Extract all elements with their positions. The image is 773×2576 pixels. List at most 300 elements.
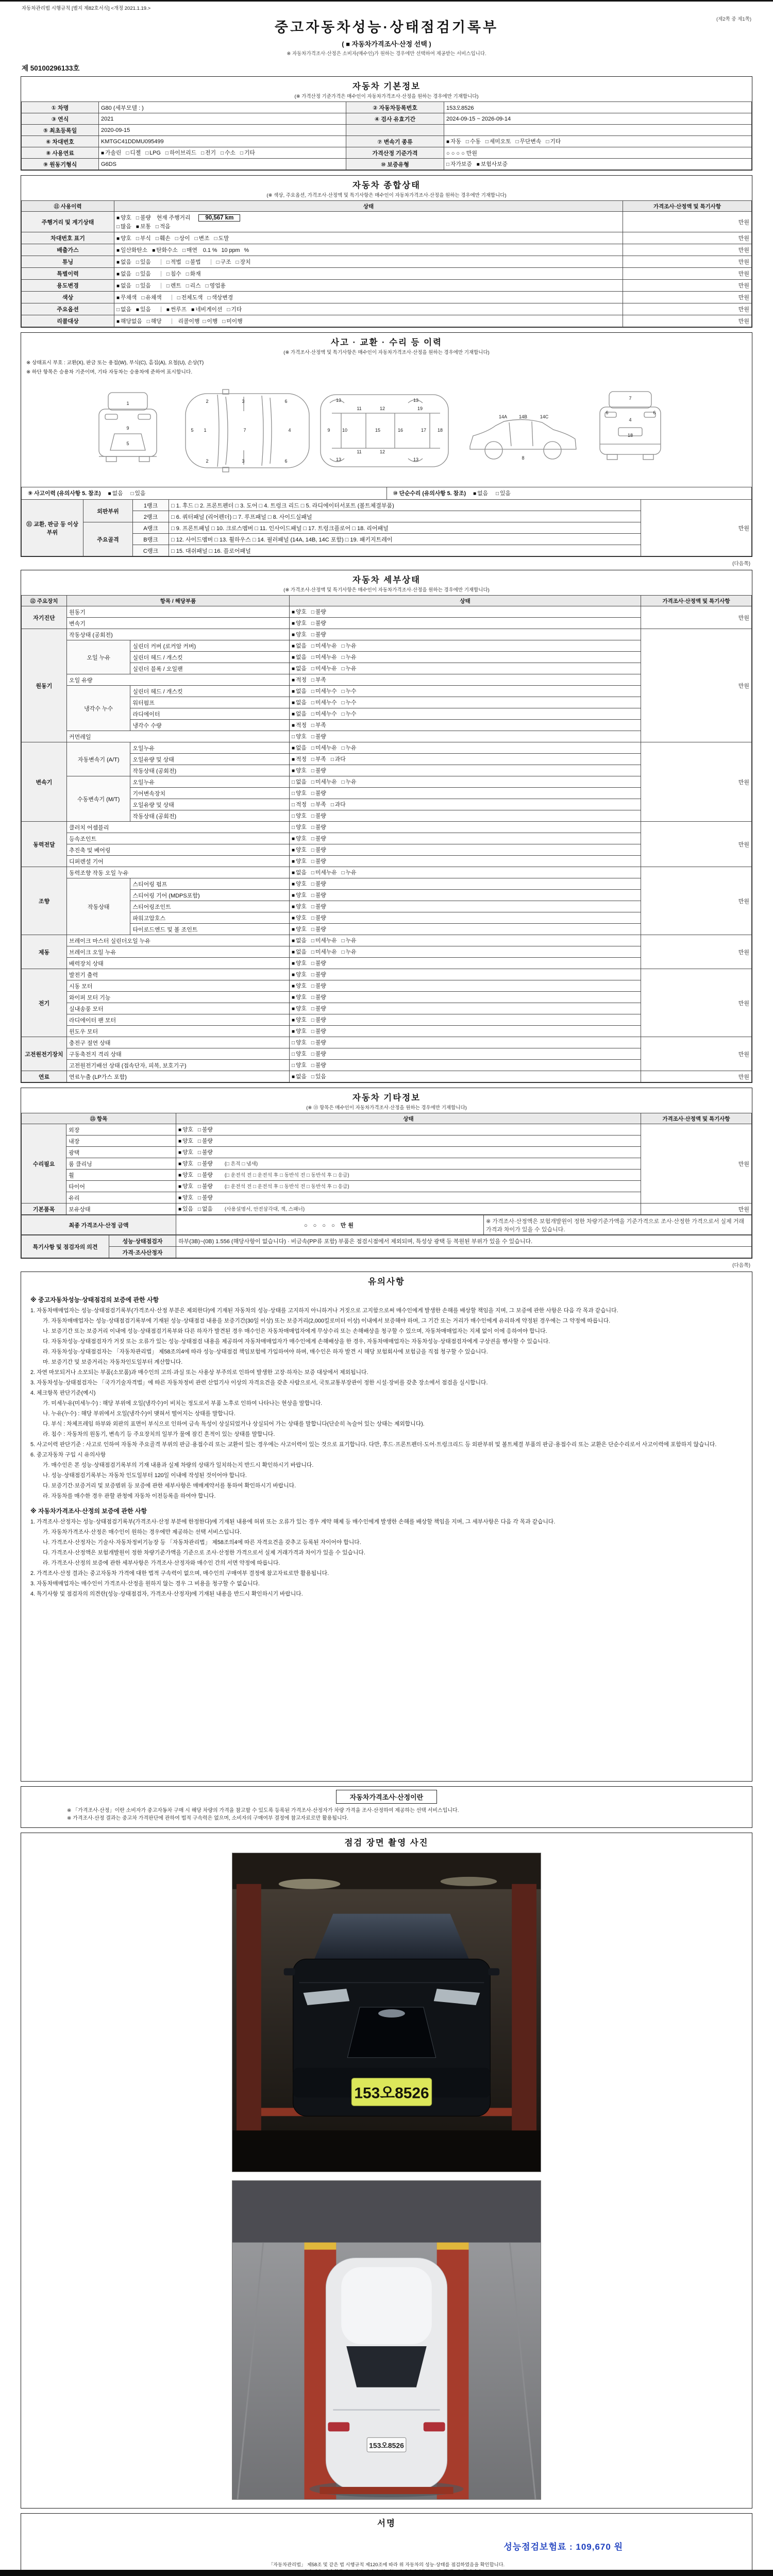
checkbox-option[interactable] bbox=[177, 294, 203, 301]
checkbox-option[interactable] bbox=[198, 1126, 213, 1133]
checkbox-option[interactable] bbox=[311, 653, 337, 661]
checkbox-option[interactable] bbox=[311, 835, 326, 842]
usage-item-label: 주요옵션 bbox=[22, 303, 114, 315]
signature-area[interactable] bbox=[21, 2529, 752, 2561]
usage-status bbox=[114, 256, 623, 268]
checkbox-icon: □ bbox=[485, 139, 489, 145]
checkbox-option[interactable] bbox=[292, 665, 307, 672]
checkbox-option[interactable] bbox=[198, 1171, 213, 1179]
checkbox-option[interactable] bbox=[175, 234, 190, 242]
checkbox-label: 양호 bbox=[182, 1172, 193, 1178]
notice-line: 가. 매수인은 본 성능·상태점검기록부의 기재 내용과 실제 차량의 상태가 일치하는지 반드시 확인하시기 바랍니다. bbox=[43, 1462, 314, 1468]
checkbox-icon: ■ bbox=[116, 215, 120, 221]
checkbox-option[interactable] bbox=[206, 282, 226, 290]
checkbox-option[interactable] bbox=[136, 306, 151, 313]
price-cell: 만원 bbox=[641, 500, 752, 556]
checkbox-option[interactable] bbox=[466, 138, 481, 145]
checkbox-option[interactable] bbox=[292, 846, 307, 854]
checkbox-option[interactable] bbox=[152, 246, 178, 254]
checkbox-label: 없음 bbox=[296, 643, 307, 649]
checkbox-icon: ■ bbox=[191, 307, 195, 313]
checkbox-option[interactable] bbox=[292, 948, 307, 956]
checkbox-option[interactable] bbox=[292, 721, 307, 729]
ceiling-light bbox=[279, 1879, 341, 1889]
checkbox-option[interactable] bbox=[485, 138, 511, 145]
item-status bbox=[176, 1158, 641, 1170]
price-cell: 만원 bbox=[623, 315, 752, 327]
checkbox-option[interactable] bbox=[311, 812, 326, 820]
checkbox-label: 전기 bbox=[205, 150, 216, 156]
checkbox-option[interactable] bbox=[311, 959, 326, 967]
checkbox-icon: □ bbox=[311, 734, 314, 740]
checkbox-option[interactable] bbox=[311, 767, 326, 774]
checkbox-option[interactable] bbox=[178, 1148, 193, 1156]
checkbox-option[interactable] bbox=[311, 744, 337, 752]
price-cell: 만원 bbox=[641, 629, 752, 742]
checkbox-option[interactable] bbox=[496, 489, 511, 497]
checkbox-option[interactable] bbox=[342, 710, 357, 718]
checkbox-option[interactable] bbox=[292, 959, 307, 967]
checkbox-label: 양호 bbox=[296, 813, 307, 819]
field-label: ① 차명 bbox=[22, 102, 99, 113]
checkbox-option[interactable] bbox=[292, 1027, 307, 1035]
item-label: 워터펌프 bbox=[130, 697, 290, 708]
checkbox-option[interactable] bbox=[292, 608, 307, 616]
checkbox-option[interactable] bbox=[116, 214, 131, 222]
checkbox-icon: □ bbox=[136, 283, 139, 289]
checkbox-option[interactable] bbox=[116, 270, 131, 278]
checkbox-option[interactable] bbox=[311, 937, 337, 944]
checkbox-option[interactable] bbox=[311, 1073, 326, 1080]
checkbox-option[interactable] bbox=[227, 306, 242, 313]
checkbox-option[interactable] bbox=[311, 755, 326, 763]
item-status bbox=[290, 1048, 641, 1060]
checkbox-option[interactable] bbox=[292, 687, 307, 695]
status-extra: (□ 흔적 □ 냄새) bbox=[224, 1161, 258, 1167]
checkbox-option[interactable] bbox=[186, 270, 201, 278]
checkbox-label: 없음 bbox=[296, 700, 307, 706]
checkbox-option[interactable] bbox=[342, 744, 357, 752]
inline-text: 리콜이행 bbox=[178, 318, 200, 325]
checkbox-option[interactable] bbox=[292, 699, 307, 706]
item-label: 구동축전지 격리 상태 bbox=[67, 1048, 290, 1060]
item-status bbox=[176, 1204, 641, 1215]
checkbox-icon: ■ bbox=[178, 1139, 182, 1144]
item-status bbox=[290, 810, 641, 822]
item-status bbox=[290, 1003, 641, 1014]
checkbox-option[interactable] bbox=[446, 160, 472, 168]
checkbox-icon: ■ bbox=[292, 745, 295, 751]
basic-row bbox=[22, 113, 752, 125]
checkbox-option[interactable] bbox=[116, 223, 131, 230]
checkbox-icon: □ bbox=[311, 677, 314, 683]
checkbox-option[interactable] bbox=[311, 993, 326, 1001]
checkbox-icon: □ bbox=[145, 150, 149, 156]
checkbox-option[interactable] bbox=[292, 744, 307, 752]
checkbox-option[interactable] bbox=[342, 642, 357, 650]
device-group: 고전원전기장치 bbox=[22, 1037, 67, 1071]
checkbox-icon: ■ bbox=[178, 1195, 182, 1201]
checkbox-option[interactable] bbox=[240, 149, 255, 157]
checkbox-option[interactable] bbox=[311, 778, 337, 786]
notice-line: 라. 자동차를 매수한 경우 관할 관청에 자동차 이전등록을 하여야 합니다. bbox=[43, 1493, 216, 1499]
checkbox-option[interactable] bbox=[126, 149, 141, 157]
checkbox-option[interactable] bbox=[311, 846, 326, 854]
checkbox-option[interactable] bbox=[311, 699, 337, 706]
usage-item-label: 배출가스 bbox=[22, 244, 114, 256]
checkbox-icon: ■ bbox=[292, 723, 295, 728]
checkbox-option[interactable] bbox=[216, 258, 231, 266]
checkbox-option[interactable] bbox=[292, 619, 307, 627]
checkbox-icon: □ bbox=[165, 150, 169, 156]
checkbox-option[interactable] bbox=[292, 642, 307, 650]
checkbox-option[interactable] bbox=[311, 665, 337, 672]
checkbox-option[interactable] bbox=[221, 149, 236, 157]
usage-history-row bbox=[22, 244, 752, 256]
checkbox-option[interactable] bbox=[136, 282, 151, 290]
checkbox-option[interactable] bbox=[292, 971, 307, 978]
checkbox-option[interactable] bbox=[178, 1137, 193, 1145]
checkbox-option[interactable] bbox=[207, 294, 233, 301]
checkbox-option[interactable] bbox=[186, 258, 201, 266]
checkbox-icon: □ bbox=[311, 666, 314, 672]
checkbox-option[interactable] bbox=[342, 869, 357, 876]
checkbox-option[interactable] bbox=[292, 891, 307, 899]
device-group: 변속기 bbox=[22, 742, 67, 822]
checkbox-label: 보통 bbox=[140, 223, 151, 230]
checkbox-option[interactable] bbox=[311, 789, 326, 797]
checkbox-option[interactable] bbox=[446, 138, 461, 145]
checkbox-option[interactable] bbox=[311, 1039, 326, 1046]
pricer-note-line: ※ 「가격조사·산정」이란 소비자가 중고자동차 구매 시 해당 차량의 가격을 참고할 수 있도록 등록된 가격조사·산정자가 차량 가격을 조사·산정하여 제공하는 선택 서비스입니다. bbox=[67, 1808, 459, 1814]
section-note-overall: (※ 색상, 주요옵션, 가격조사·산정액 및 특기사항은 매수인이 자동차가격조사·산정을 원하는 경우에만 기재합니다) bbox=[266, 193, 507, 198]
checkbox-option[interactable] bbox=[292, 993, 307, 1001]
checkbox-label: 무채색 bbox=[121, 294, 137, 301]
checkbox-option[interactable] bbox=[311, 710, 337, 718]
checkbox-label: 색상변경 bbox=[211, 294, 233, 301]
checkbox-option[interactable] bbox=[516, 138, 542, 145]
usage-status bbox=[114, 292, 623, 303]
panel-parts: □ 9. 프론트패널 □ 10. 크로스멤버 □ 11. 인사이드패널 □ 17. 트렁크플로어 □ 18. 리어패널 bbox=[169, 522, 641, 534]
notice-line: 나. 가격조사·산정자는 기술사·자동차정비기능장 등 「자동차관리법」 제58조의4에 따른 자격요건을 갖추고 등록된 자이어야 합니다. bbox=[43, 1539, 361, 1546]
checkbox-option[interactable] bbox=[292, 676, 307, 684]
checkbox-option[interactable] bbox=[342, 948, 357, 956]
checkbox-label: 양호 bbox=[296, 960, 307, 967]
checkbox-icon: □ bbox=[546, 139, 549, 145]
checkbox-option[interactable] bbox=[292, 733, 307, 740]
checkbox-option[interactable] bbox=[311, 914, 326, 922]
checkbox-option[interactable] bbox=[311, 891, 326, 899]
final-price-note: ※ 가격조사·산정액은 보험개발원이 정한 차량기준가액을 기준가격으로 조사·산정한 가격으로서 실제 거래가격과 차이가 있을 수 있습니다. bbox=[484, 1215, 752, 1235]
checkbox-icon: □ bbox=[311, 893, 314, 899]
panel-number: 10 bbox=[342, 428, 348, 433]
checkbox-option[interactable] bbox=[178, 1126, 193, 1133]
field-label: ⑤ 최초등록일 bbox=[22, 125, 99, 136]
checkbox-option[interactable] bbox=[311, 642, 337, 650]
checkbox-option[interactable] bbox=[311, 880, 326, 888]
checkbox-option[interactable] bbox=[292, 812, 307, 820]
checkbox-option[interactable] bbox=[166, 270, 181, 278]
device-group: 동력전달 bbox=[22, 822, 67, 867]
checkbox-option[interactable] bbox=[116, 246, 147, 254]
checkbox-label: 없음 bbox=[296, 688, 307, 694]
checkbox-option[interactable] bbox=[311, 869, 337, 876]
price-survey-select-option[interactable]: ( ■ 자동차가격조사·산정 선택 ) bbox=[342, 40, 431, 48]
workshop-floor bbox=[232, 2130, 541, 2172]
checkbox-option[interactable] bbox=[311, 676, 326, 684]
checkbox-label: 양호 bbox=[182, 1127, 193, 1133]
panel-number: 3 bbox=[242, 459, 245, 464]
checkbox-label: 불량 bbox=[315, 994, 326, 1001]
field-label: ② 자동차등록번호 bbox=[346, 102, 444, 113]
checkbox-option[interactable] bbox=[292, 937, 307, 944]
checkbox-option[interactable] bbox=[311, 721, 326, 729]
checkbox-option[interactable] bbox=[178, 1205, 193, 1213]
checkbox-option[interactable] bbox=[311, 631, 326, 638]
notice-line: 1. 가격조사·산정자는 성능·상태점검기록부(가격조사·산정 부분에 한정한다)에 기재된 내용에 허위 또는 오류가 있는 경우 계약 해제 등 매수인에게 발생한 손해를 배상할 책임을 지며, 그 세부사항은 다음 각 목과 같습니다. bbox=[30, 1518, 556, 1525]
checkbox-option[interactable] bbox=[178, 1171, 193, 1179]
checkbox-icon: □ bbox=[311, 1040, 314, 1046]
checkbox-option[interactable] bbox=[292, 869, 307, 876]
checkbox-option[interactable] bbox=[311, 1005, 326, 1012]
document-title: 중고자동차성능·상태점검기록부 bbox=[274, 20, 499, 35]
checkbox-option[interactable] bbox=[292, 1050, 307, 1058]
checkbox-option[interactable] bbox=[101, 149, 121, 157]
checkbox-label: 가솔린 bbox=[105, 150, 122, 156]
field-value: ○ ○ ○ ○ 만원 bbox=[444, 147, 752, 159]
notice-line: 다. 부식 : 차체프레임 하부와 외판의 표면이 부식으로 인하여 금속 특성이 상실되었거나 상실되어 가는 상태를 말합니다(단순히 녹슬어 있는 상태는 제외합니다). bbox=[43, 1421, 425, 1427]
section-signature bbox=[21, 2513, 752, 2576]
checkbox-option[interactable] bbox=[311, 948, 337, 956]
item-status bbox=[290, 924, 641, 935]
col-price-remarks: 가격조사·산정액 및 특기사항 bbox=[623, 201, 752, 212]
checkbox-icon: □ bbox=[311, 1074, 314, 1080]
checkbox-option[interactable] bbox=[198, 1182, 213, 1190]
signature-title: 서명 bbox=[377, 2519, 396, 2528]
checkbox-option[interactable] bbox=[195, 234, 210, 242]
notice-line: 다. 가격조사·산정액은 보험개발원이 정한 차량기준가액을 기준으로 조사·산정한 가격으로서 실제 거래가격과 차이가 있을 수 있습니다. bbox=[43, 1549, 365, 1556]
checkbox-option[interactable] bbox=[214, 234, 229, 242]
item-status bbox=[290, 776, 641, 788]
checkbox-option[interactable] bbox=[292, 982, 307, 990]
checkbox-icon: □ bbox=[311, 700, 314, 706]
checkbox-option[interactable] bbox=[342, 937, 357, 944]
price-cell: 만원 bbox=[641, 867, 752, 935]
page-bottom-edge bbox=[0, 2570, 773, 2576]
checkbox-option[interactable] bbox=[342, 699, 357, 706]
checkbox-icon: ■ bbox=[108, 491, 111, 497]
checkbox-option[interactable] bbox=[292, 755, 307, 763]
checkbox-option[interactable] bbox=[311, 971, 326, 978]
notice-title: 유의사항 bbox=[368, 1277, 405, 1286]
item-status bbox=[290, 946, 641, 958]
checkbox-option[interactable] bbox=[292, 835, 307, 842]
checkbox-option[interactable] bbox=[311, 1016, 326, 1024]
field-value: G80 (세부모델 : ) bbox=[99, 102, 346, 113]
usage-status bbox=[114, 280, 623, 292]
checkbox-option[interactable] bbox=[342, 653, 357, 661]
checkbox-option[interactable] bbox=[198, 1194, 213, 1201]
checkbox-option[interactable] bbox=[186, 282, 201, 290]
checkbox-option[interactable] bbox=[311, 687, 337, 695]
checkbox-option[interactable] bbox=[141, 294, 161, 301]
checkbox-option[interactable] bbox=[116, 258, 131, 266]
section-detail-condition bbox=[21, 570, 752, 1083]
checkbox-option[interactable] bbox=[292, 1061, 307, 1069]
checkbox-option[interactable] bbox=[147, 317, 162, 325]
checkbox-option[interactable] bbox=[292, 778, 307, 786]
checkbox-option[interactable] bbox=[311, 1050, 326, 1058]
checkbox-icon: □ bbox=[330, 757, 334, 762]
checkbox-option[interactable] bbox=[292, 903, 307, 910]
checkbox-option[interactable] bbox=[311, 857, 326, 865]
checkbox-option[interactable] bbox=[311, 1027, 326, 1035]
basic-row bbox=[22, 147, 752, 159]
checkbox-label: 있음 bbox=[315, 1074, 326, 1080]
checkbox-option[interactable] bbox=[292, 880, 307, 888]
checkbox-label: 불량 bbox=[315, 824, 326, 831]
checkbox-option[interactable] bbox=[108, 489, 123, 497]
checkbox-icon: □ bbox=[341, 689, 345, 694]
panel-number: 14B bbox=[518, 414, 528, 419]
checkbox-option[interactable] bbox=[311, 801, 326, 808]
checkbox-option[interactable] bbox=[292, 789, 307, 797]
checkbox-option[interactable] bbox=[311, 608, 326, 616]
checkbox-icon: ■ bbox=[116, 295, 120, 301]
checkbox-icon: □ bbox=[311, 972, 314, 978]
checkbox-option[interactable] bbox=[546, 138, 561, 145]
checkbox-option[interactable] bbox=[201, 149, 216, 157]
checkbox-option[interactable] bbox=[116, 294, 137, 301]
checkbox-option[interactable] bbox=[165, 149, 196, 157]
device-group: 제동 bbox=[22, 935, 67, 969]
notice-line: 라. 자동차성능·상태점검자는 「자동차관리법」 제58조의4에 따라 성능·상태점검 책임보험에 가입하여야 하며, 매수인은 하자 발견 시 해당 보험회사에 보험금을 직접 청구할 수 있습니다. bbox=[43, 1349, 488, 1355]
checkbox-option[interactable] bbox=[292, 857, 307, 865]
checkbox-option[interactable] bbox=[136, 223, 151, 230]
checkbox-option[interactable] bbox=[292, 914, 307, 922]
checkbox-option[interactable] bbox=[311, 733, 326, 740]
checkbox-option[interactable] bbox=[236, 258, 251, 266]
panel-parts: □ 12. 사이드멤버 □ 13. 휠하우스 □ 14. 필러패널 (14A, 14B, 14C 포함) □ 19. 패키지트레이 bbox=[169, 534, 641, 545]
status-line bbox=[116, 305, 620, 314]
checkbox-option[interactable] bbox=[477, 160, 508, 168]
item-label: 라디에이터 팬 모터 bbox=[67, 1014, 290, 1026]
checkbox-option[interactable] bbox=[203, 317, 217, 325]
rank-cell: C랭크 bbox=[133, 545, 169, 556]
checkbox-option[interactable] bbox=[178, 1160, 193, 1167]
checkbox-option[interactable] bbox=[136, 270, 151, 278]
checkbox-option[interactable] bbox=[311, 619, 326, 627]
checkbox-option[interactable] bbox=[116, 306, 131, 313]
checkbox-option[interactable] bbox=[292, 925, 307, 933]
checkbox-option[interactable] bbox=[311, 903, 326, 910]
checkbox-option[interactable] bbox=[191, 306, 222, 313]
rank-cell: 1랭크 bbox=[133, 500, 169, 511]
checkbox-option[interactable] bbox=[292, 1039, 307, 1046]
checkbox-option[interactable] bbox=[342, 778, 357, 786]
checkbox-option[interactable] bbox=[136, 234, 151, 242]
checkbox-option[interactable] bbox=[342, 665, 357, 672]
checkbox-option[interactable] bbox=[136, 214, 151, 222]
checkbox-icon: ■ bbox=[446, 139, 450, 145]
device-row bbox=[22, 969, 752, 980]
checkbox-label: 누수 bbox=[345, 688, 357, 694]
overall-condition-table bbox=[21, 200, 752, 327]
checkbox-option[interactable] bbox=[331, 755, 346, 763]
checkbox-option[interactable] bbox=[178, 1182, 193, 1190]
checkbox-option[interactable] bbox=[116, 317, 142, 325]
checkbox-option[interactable] bbox=[156, 234, 171, 242]
checkbox-option[interactable] bbox=[292, 631, 307, 638]
checkbox-option[interactable] bbox=[292, 801, 307, 808]
checkbox-option[interactable] bbox=[116, 234, 131, 242]
checkbox-icon: □ bbox=[194, 235, 198, 242]
panel-parts: □ 6. 쿼터패널 (리어펜더) □ 7. 루프패널 □ 8. 사이드실패널 bbox=[169, 511, 641, 522]
checkbox-option[interactable] bbox=[311, 925, 326, 933]
checkbox-option[interactable] bbox=[198, 1160, 213, 1167]
checkbox-option[interactable] bbox=[292, 1016, 307, 1024]
checkbox-option[interactable] bbox=[198, 1137, 213, 1145]
checkbox-option[interactable] bbox=[311, 982, 326, 990]
col-price-remarks: 가격조사·산정액 및 특기사항 bbox=[641, 596, 752, 606]
checkbox-option[interactable] bbox=[292, 653, 307, 661]
checkbox-option[interactable] bbox=[292, 1073, 307, 1080]
notice-content bbox=[21, 1287, 752, 1606]
checkbox-option[interactable] bbox=[166, 258, 181, 266]
checkbox-label: 일산화탄소 bbox=[121, 247, 148, 253]
checkbox-label: 없음 bbox=[296, 938, 307, 944]
notice-line: 2. 자연 마모되거나 소모되는 부품(소모품)과 매수인의 고의·과실 또는 사용상 부주의로 인하여 발생한 고장·하자는 보증 대상에서 제외됩니다. bbox=[30, 1369, 368, 1376]
checkbox-option[interactable] bbox=[342, 687, 357, 695]
checkbox-option[interactable] bbox=[198, 1205, 213, 1213]
checkbox-option[interactable] bbox=[473, 489, 488, 497]
checkbox-option[interactable] bbox=[311, 823, 326, 831]
table-header-row bbox=[22, 1113, 752, 1124]
checkbox-option[interactable] bbox=[222, 317, 242, 325]
item-category: 작동상태 bbox=[67, 878, 130, 935]
checkbox-option[interactable] bbox=[311, 1061, 326, 1069]
checkbox-option[interactable] bbox=[292, 1005, 307, 1012]
checkbox-option[interactable] bbox=[136, 258, 151, 266]
item-status bbox=[290, 912, 641, 924]
checkbox-option[interactable] bbox=[292, 767, 307, 774]
checkbox-option[interactable] bbox=[198, 1148, 213, 1156]
checkbox-option[interactable] bbox=[292, 710, 307, 718]
checkbox-option[interactable] bbox=[182, 246, 197, 254]
checkbox-label: 양호 bbox=[296, 620, 307, 626]
checkbox-label: 양호 bbox=[296, 1062, 307, 1069]
checkbox-label: 누유 bbox=[345, 779, 357, 785]
checkbox-option[interactable] bbox=[166, 306, 187, 313]
checkbox-option[interactable] bbox=[131, 489, 146, 497]
section-note-accident: (※ 가격조사·산정액 및 특기사항은 매수인이 자동차가격조사·산정을 원하는 경우에만 기재합니다) bbox=[283, 350, 490, 355]
license-plate-text: 153오8526 bbox=[354, 2084, 429, 2102]
checkbox-label: 불량 bbox=[315, 1051, 326, 1057]
checkbox-option[interactable] bbox=[178, 1194, 193, 1201]
checkbox-icon: ■ bbox=[292, 938, 295, 944]
checkbox-option[interactable] bbox=[145, 150, 161, 156]
checkbox-option[interactable] bbox=[156, 223, 171, 230]
checkbox-option[interactable] bbox=[292, 823, 307, 831]
checkbox-label: 없음 bbox=[296, 654, 307, 660]
checkbox-label: 불량 bbox=[315, 620, 326, 626]
item-label: 광택 bbox=[66, 1147, 176, 1158]
checkbox-option[interactable] bbox=[331, 801, 346, 808]
panel-number: 4 bbox=[629, 417, 632, 422]
checkbox-option[interactable] bbox=[116, 282, 131, 290]
col-status: 상태 bbox=[114, 201, 623, 212]
checkbox-option[interactable] bbox=[166, 282, 181, 290]
